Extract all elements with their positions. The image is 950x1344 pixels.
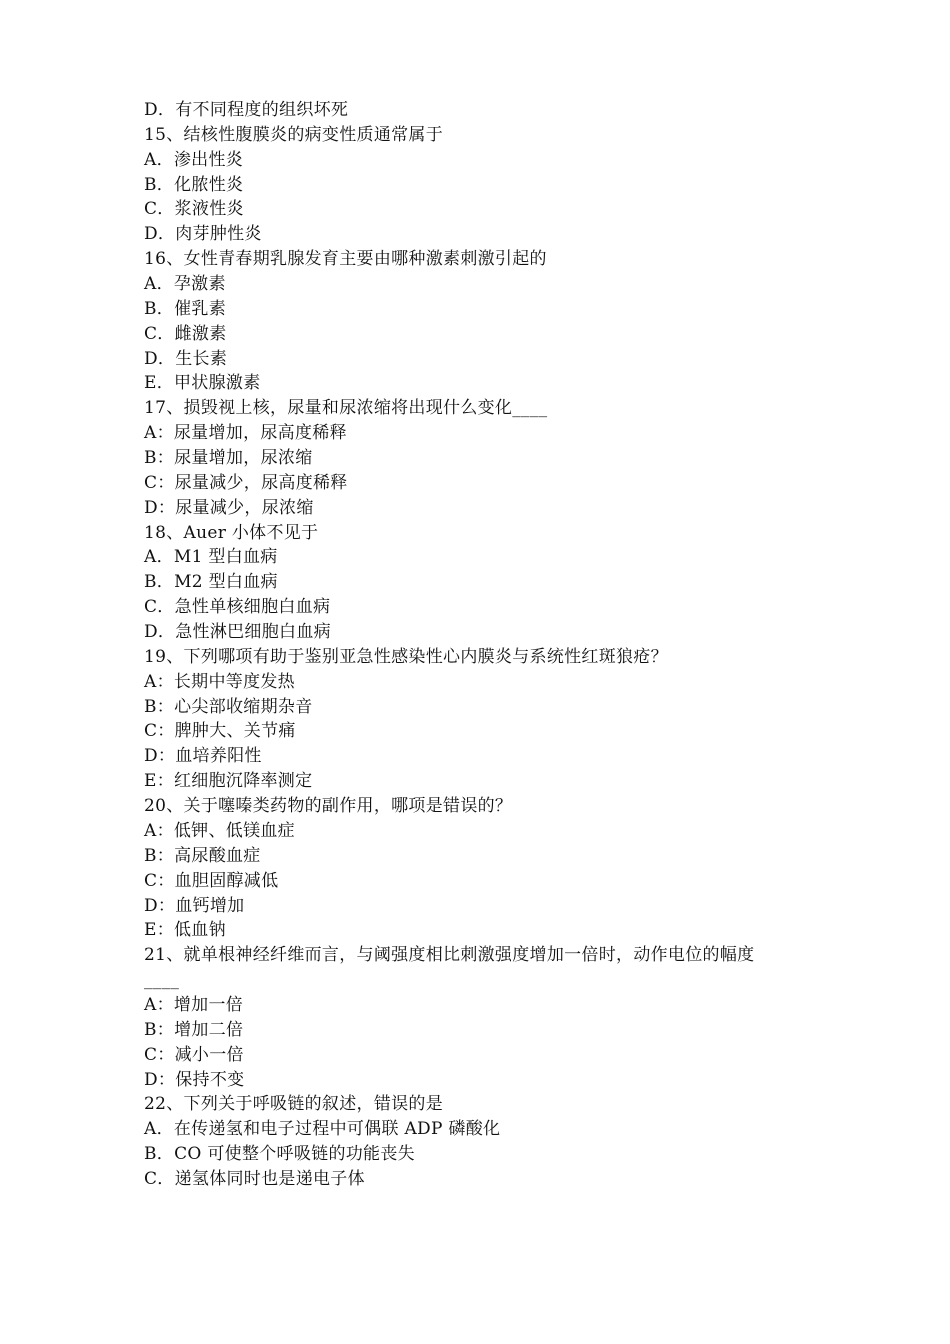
option-text: E：低血钠 <box>144 920 226 941</box>
question-21: 21、就单根神经纤维而言，与阈强度相比刺激强度增加一倍时，动作电位的幅度 <box>144 945 755 966</box>
option-text: C．雌激素 <box>144 323 227 344</box>
option-text: C：尿量减少，尿高度稀释 <box>144 472 348 493</box>
option-text: C．递氢体同时也是递电子体 <box>144 1168 365 1189</box>
question-20: 20、关于噻嗪类药物的副作用，哪项是错误的？ <box>144 796 513 817</box>
option-text: D．有不同程度的组织坏死 <box>144 100 349 120</box>
question-22: 22、下列关于呼吸链的叙述，错误的是 <box>144 1094 444 1115</box>
option-text: E．甲状腺激素 <box>144 373 261 394</box>
question-17: 17、损毁视上核，尿量和尿浓缩将出现什么变化____ <box>144 398 548 419</box>
option-text: A：尿量增加，尿高度稀释 <box>144 423 347 444</box>
option-text: D：血培养阳性 <box>144 746 262 767</box>
option-text: A：长期中等度发热 <box>144 671 295 692</box>
question-19: 19、下列哪项有助于鉴别亚急性感染性心内膜炎与系统性红斑狼疮？ <box>144 646 668 667</box>
option-text: B：尿量增加，尿浓缩 <box>144 448 313 469</box>
option-text: C．浆液性炎 <box>144 199 244 220</box>
option-text: E：红细胞沉降率测定 <box>144 771 313 792</box>
option-text: B：心尖部收缩期杂音 <box>144 696 313 717</box>
question-18: 18、Auer 小体不见于 <box>144 522 319 543</box>
option-text: D：血钙增加 <box>144 895 245 916</box>
option-text: B．CO 可使整个呼吸链的功能丧失 <box>144 1144 415 1165</box>
question-16: 16、女性青春期乳腺发育主要由哪种激素刺激引起的 <box>144 249 547 270</box>
option-text: A：低钾、低镁血症 <box>144 820 295 841</box>
document-body <box>144 98 824 1192</box>
option-text: C：脾肿大、关节痛 <box>144 721 296 742</box>
option-text: B．化脓性炎 <box>144 174 244 195</box>
option-text: A．在传递氢和电子过程中可偶联 ADP 磷酸化 <box>144 1119 501 1140</box>
option-text: D．生长素 <box>144 348 228 369</box>
option-text: B：增加二倍 <box>144 1019 244 1040</box>
option-text: B：高尿酸血症 <box>144 845 261 866</box>
option-text: C：血胆固醇减低 <box>144 870 279 891</box>
option-text: D．肉芽肿性炎 <box>144 224 262 245</box>
option-text: A．渗出性炎 <box>144 149 244 170</box>
option-text: D：尿量减少，尿浓缩 <box>144 497 314 518</box>
option-text: D．急性淋巴细胞白血病 <box>144 622 331 643</box>
option-text: B．催乳素 <box>144 298 226 319</box>
option-text: A．孕激素 <box>144 274 226 295</box>
option-text: B．M2 型白血病 <box>144 572 278 593</box>
answer-blank: ____ <box>144 970 180 991</box>
option-text: C．急性单核细胞白血病 <box>144 597 331 618</box>
question-15: 15、结核性腹膜炎的病变性质通常属于 <box>144 124 444 145</box>
option-text: D：保持不变 <box>144 1069 245 1090</box>
option-text: A：增加一倍 <box>144 994 244 1015</box>
option-text: C：减小一倍 <box>144 1044 244 1065</box>
option-text: A．M1 型白血病 <box>144 547 278 568</box>
